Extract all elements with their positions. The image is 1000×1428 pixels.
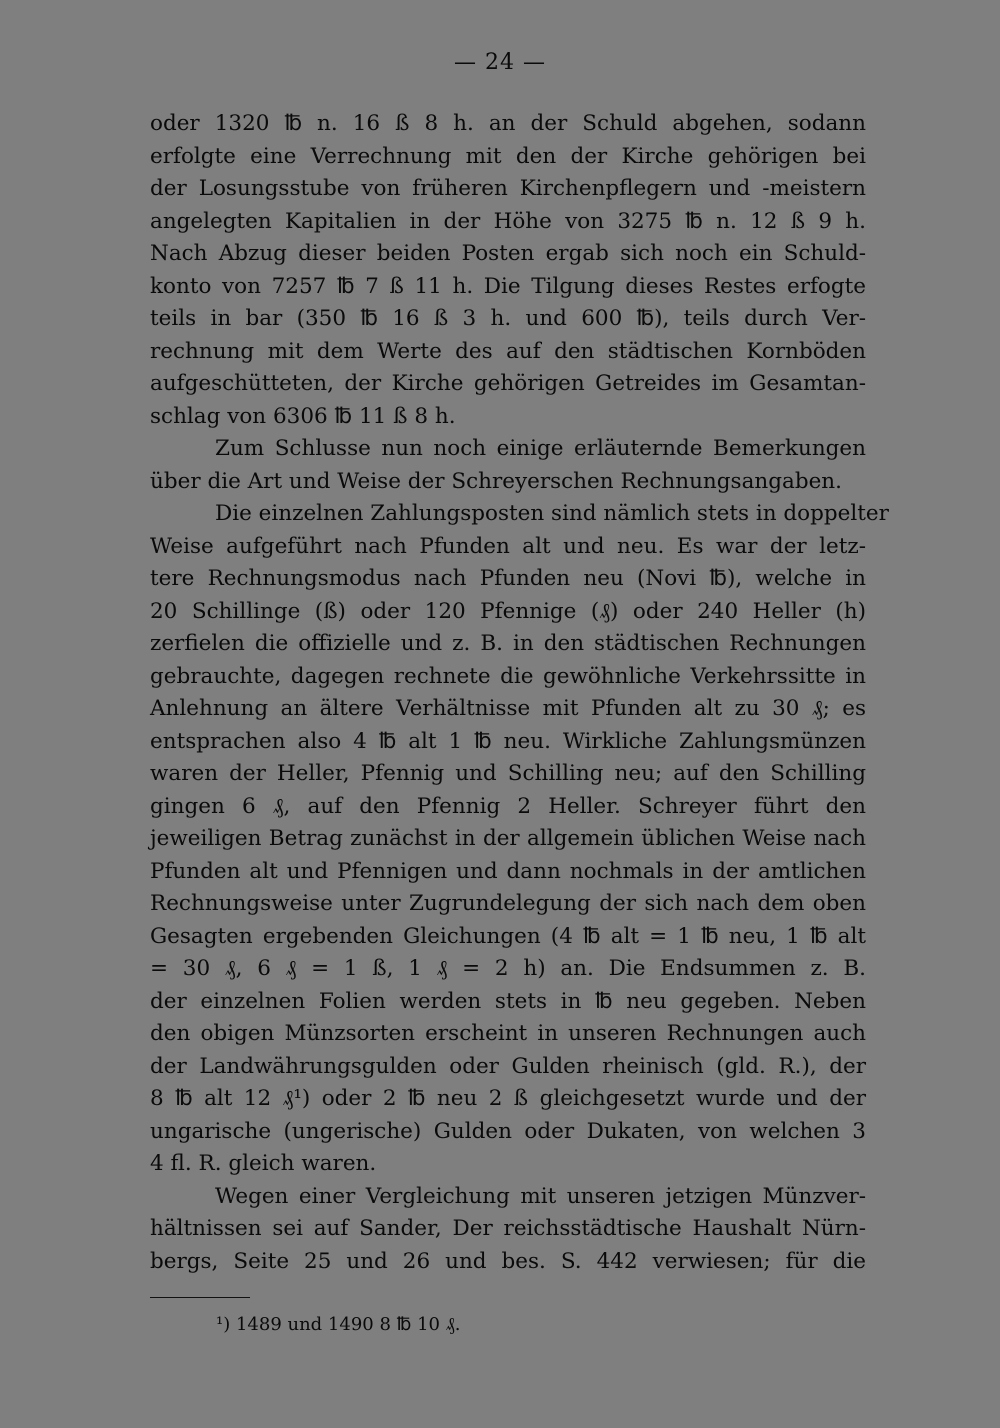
text-line: gingen 6 ₰, auf den Pfennig 2 Heller. Schreyer führt den	[150, 793, 866, 819]
text-line: 4 fl. R. gleich waren.	[150, 1151, 377, 1176]
text-line: zerfielen die offizielle und z. B. in den städtischen Rechnungen	[150, 631, 866, 656]
text-line: der Landwährungsgulden oder Gulden rheinisch (gld. R.), der	[150, 1053, 866, 1079]
text-line: gebrauchte, dagegen rechnete die gewöhnliche Verkehrssitte in	[150, 663, 866, 689]
text-line: = 30 ₰, 6 ₰ = 1 ß, 1 ₰ = 2 h) an. Die Endsummen z. B.	[150, 956, 866, 981]
text-line: konto von 7257 ℔ 7 ß 11 h. Die Tilgung dieses Restes erfogte	[150, 273, 866, 299]
text-line: über die Art und Weise der Schreyerschen Rechnungsangaben.	[150, 468, 842, 494]
text-line: Zum Schlusse nun noch einige erläuternde Bemerkungen	[215, 436, 866, 461]
text-line: Nach Abzug dieser beiden Posten ergab sich noch ein Schuld-	[150, 241, 866, 266]
text-line: 20 Schillinge (ß) oder 120 Pfennige (₰) oder 240 Heller (h)	[150, 598, 866, 624]
text-line: aufgeschütteten, der Kirche gehörigen Getreides im Gesamtan-	[150, 371, 866, 396]
text-line: bergs, Seite 25 und 26 und bes. S. 442 verwiesen; für die	[150, 1248, 866, 1274]
text-line: teils in bar (350 ℔ 16 ß 3 h. und 600 ℔), teils durch Ver-	[150, 306, 866, 331]
text-line: erfolgte eine Verrechnung mit den der Kirche gehörigen bei	[150, 143, 866, 169]
text-line: Wegen einer Vergleichung mit unseren jetzigen Münzver-	[215, 1183, 866, 1209]
text-line: hältnissen sei auf Sander, Der reichsstädtische Haushalt Nürn-	[150, 1216, 866, 1241]
text-line: Pfunden alt und Pfennigen und dann nochmals in der amtlichen	[150, 858, 866, 884]
text-line: oder 1320 ℔ n. 16 ß 8 h. an der Schuld abgehen, sodann	[150, 111, 866, 136]
text-line: den obigen Münzsorten erscheint in unseren Rechnungen auch	[150, 1021, 866, 1046]
text-line: rechnung mit dem Werte des auf den städtischen Kornböden	[150, 338, 866, 364]
text-line: der einzelnen Folien werden stets in ℔ neu gegeben. Neben	[150, 988, 866, 1014]
text-line: Die einzelnen Zahlungsposten sind nämlich stets in doppelter	[215, 501, 889, 526]
text-line: jeweiligen Betrag zunächst in der allgemein üblichen Weise nach	[150, 826, 866, 851]
text-line: ungarische (ungerische) Gulden oder Dukaten, von welchen 3	[150, 1118, 866, 1144]
footnote: ¹) 1489 und 1490 8 ℔ 10 ₰.	[216, 1314, 461, 1335]
text-line: tere Rechnungsmodus nach Pfunden neu (Novi ℔), welche in	[150, 566, 866, 591]
text-line: Rechnungsweise unter Zugrundelegung der sich nach dem oben	[150, 891, 866, 916]
text-line: Gesagten ergebenden Gleichungen (4 ℔ alt = 1 ℔ neu, 1 ℔ alt	[150, 923, 866, 949]
text-line: der Losungsstube von früheren Kirchenpflegern und -meistern	[150, 176, 866, 201]
text-line: entsprachen also 4 ℔ alt 1 ℔ neu. Wirkliche Zahlungsmünzen	[150, 728, 866, 754]
text-line: 8 ℔ alt 12 ₰¹) oder 2 ℔ neu 2 ß gleichgesetzt wurde und der	[150, 1086, 866, 1111]
body-text	[150, 108, 889, 1278]
page-number: — 24 —	[454, 50, 546, 75]
text-line: waren der Heller, Pfennig und Schilling neu; auf den Schilling	[150, 761, 866, 786]
text-line: angelegten Kapitalien in der Höhe von 3275 ℔ n. 12 ß 9 h.	[150, 208, 866, 234]
footnote-divider	[150, 1297, 250, 1298]
text-line: Weise aufgeführt nach Pfunden alt und neu. Es war der letz-	[150, 533, 866, 559]
text-line: schlag von 6306 ℔ 11 ß 8 h.	[150, 403, 456, 429]
text-line: Anlehnung an ältere Verhältnisse mit Pfunden alt zu 30 ₰; es	[150, 696, 866, 721]
